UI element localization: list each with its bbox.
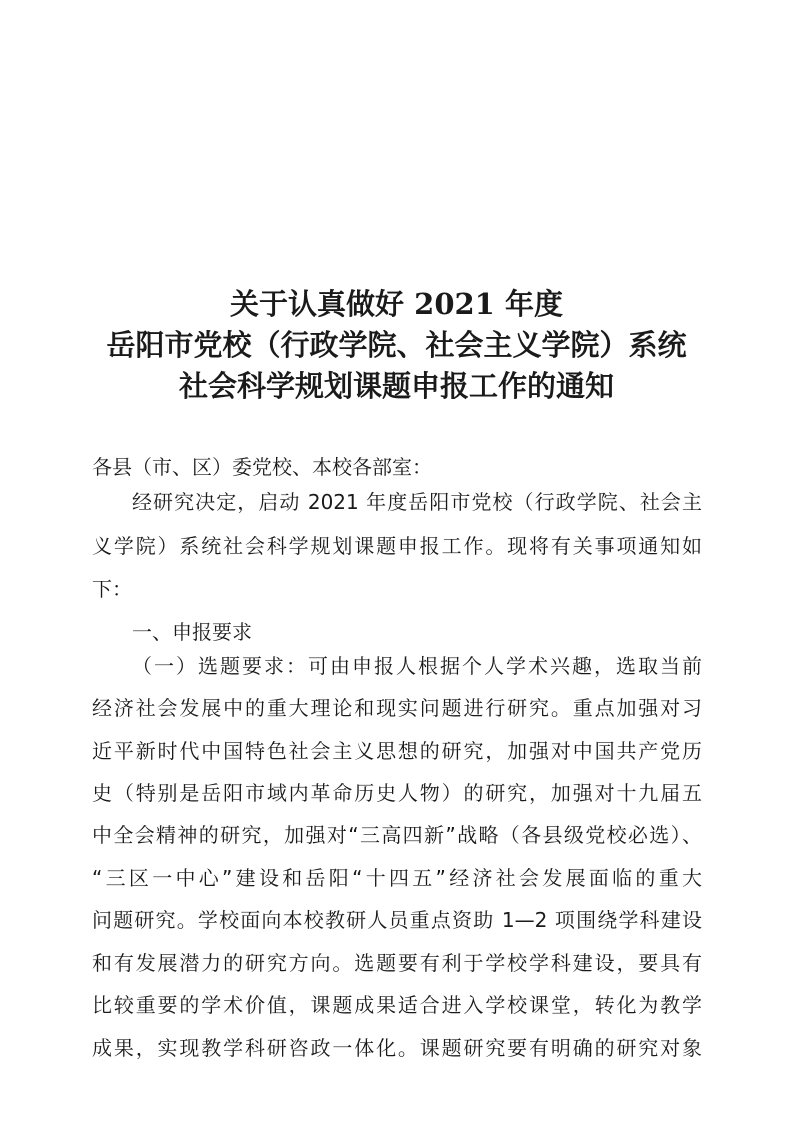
para-1-line-7: 问题研究。学校面向本校教研人员重点资助 1—2 项围绕学科建设 — [92, 908, 702, 932]
para-1-line-3: 近平新时代中国特色社会主义思想的研究，加强对中国共产党历 — [92, 739, 702, 763]
title-line-2: 岳阳市党校（行政学院、社会主义学院）系统 — [106, 328, 687, 362]
intro-line-2: 义学院）系统社会科学规划课题申报工作。现将有关事项通知如 — [92, 534, 702, 558]
salutation: 各县（市、区）委党校、本校各部室： — [92, 455, 432, 479]
intro-line-3: 下： — [92, 577, 132, 601]
para-1-line-10: 成果，实现教学科研咨政一体化。课题研究要有明确的研究对象 — [92, 1036, 702, 1060]
para-1-line-2: 经济社会发展中的重大理论和现实问题进行研究。重点加强对习 — [92, 696, 702, 720]
para-1-line-4: 史（特别是岳阳市域内革命历史人物）的研究，加强对十九届五 — [92, 781, 702, 805]
para-1-line-5: 中全会精神的研究，加强对“三高四新”战略（各县级党校必选）、 — [92, 823, 702, 847]
section-heading-1: 一、申报要求 — [132, 620, 252, 644]
para-1-line-6: “三区一中心”建设和岳阳“十四五”经济社会发展面临的重大 — [92, 866, 702, 890]
title-line-1: 关于认真做好 2021 年度 — [230, 287, 563, 321]
intro-line-1: 经研究决定，启动 2021 年度岳阳市党校（行政学院、社会主 — [132, 490, 702, 514]
para-1-line-1: （一）选题要求：可由申报人根据个人学术兴趣，选取当前 — [132, 654, 702, 678]
para-1-line-9: 比较重要的学术价值，课题成果适合进入学校课堂，转化为教学 — [92, 993, 702, 1017]
title-line-3: 社会科学规划课题申报工作的通知 — [178, 369, 614, 403]
para-1-line-8: 和有发展潜力的研究方向。选题要有利于学校学科建设，要具有 — [92, 951, 702, 975]
